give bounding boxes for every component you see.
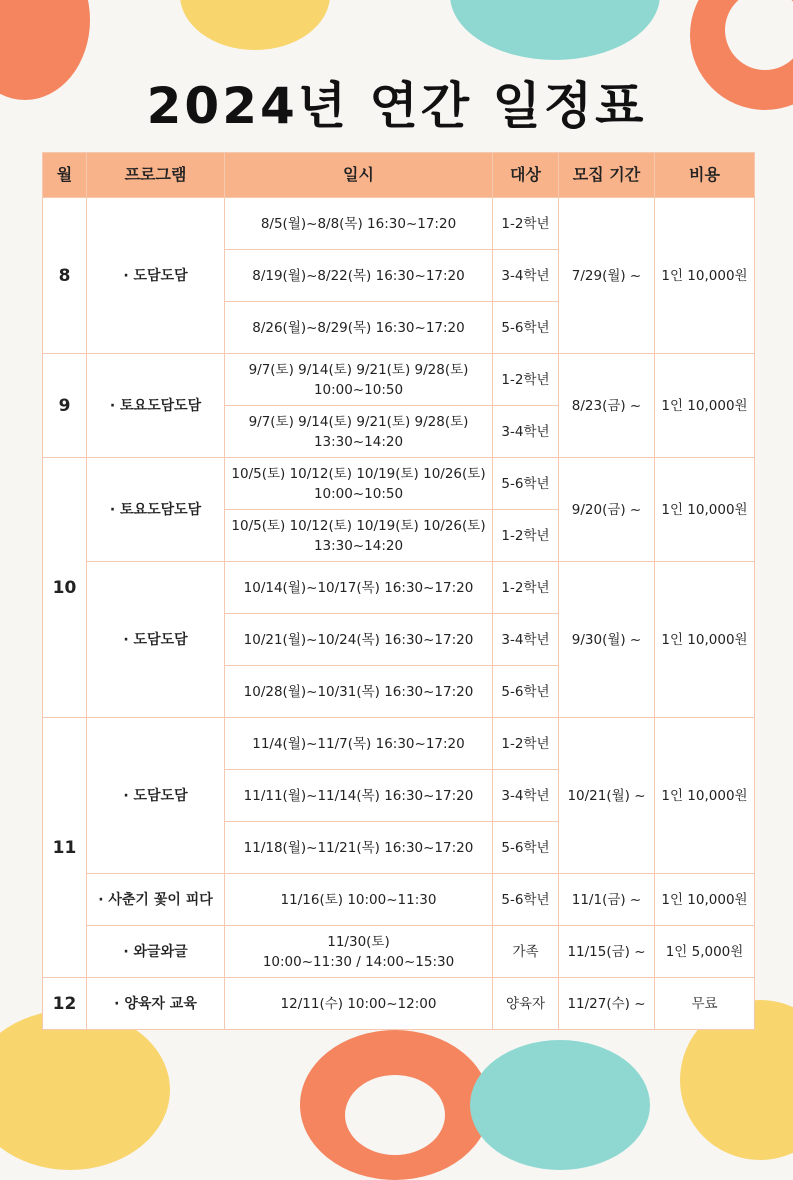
month-cell: 10 <box>43 458 87 718</box>
target-cell: 1-2학년 <box>493 198 559 250</box>
datetime-cell: 11/18(월)~11/21(목) 16:30~17:20 <box>225 822 493 874</box>
datetime-cell: 11/16(토) 10:00~11:30 <box>225 874 493 926</box>
cost-cell: 1인 10,000원 <box>655 718 755 874</box>
target-cell: 1-2학년 <box>493 718 559 770</box>
recruit-cell: 8/23(금) ~ <box>559 354 655 458</box>
datetime-dates: 9/7(토) 9/14(토) 9/21(토) 9/28(토) <box>248 361 469 378</box>
datetime-cell: 11/4(월)~11/7(목) 16:30~17:20 <box>225 718 493 770</box>
mint-blob-top <box>450 0 660 60</box>
target-cell: 5-6학년 <box>493 666 559 718</box>
coral-blob-bottom-mid-inner <box>345 1075 445 1155</box>
header-target: 대상 <box>493 153 559 198</box>
target-cell: 가족 <box>493 926 559 978</box>
recruit-cell: 10/21(월) ~ <box>559 718 655 874</box>
table-row <box>43 874 755 926</box>
recruit-cell: 9/30(월) ~ <box>559 562 655 718</box>
recruit-cell: 11/1(금) ~ <box>559 874 655 926</box>
program-cell: · 토요도담도담 <box>87 354 225 458</box>
cost-cell: 1인 10,000원 <box>655 354 755 458</box>
datetime-time: 13:30~14:20 <box>313 433 404 450</box>
datetime-cell: 10/28(월)~10/31(목) 16:30~17:20 <box>225 666 493 718</box>
program-cell: · 사춘기 꽃이 피다 <box>87 874 225 926</box>
target-cell: 양육자 <box>493 978 559 1030</box>
header-program: 프로그램 <box>87 153 225 198</box>
header-cost: 비용 <box>655 153 755 198</box>
target-cell: 3-4학년 <box>493 770 559 822</box>
datetime-cell <box>225 926 493 978</box>
datetime-cell <box>225 458 493 510</box>
header-datetime: 일시 <box>225 153 493 198</box>
program-cell: · 토요도담도담 <box>87 458 225 562</box>
target-cell: 1-2학년 <box>493 510 559 562</box>
cost-cell: 무료 <box>655 978 755 1030</box>
table-row <box>43 458 755 510</box>
cost-cell: 1인 10,000원 <box>655 562 755 718</box>
header-recruit: 모집 기간 <box>559 153 655 198</box>
cost-cell: 1인 5,000원 <box>655 926 755 978</box>
datetime-cell: 8/19(월)~8/22(목) 16:30~17:20 <box>225 250 493 302</box>
month-cell: 12 <box>43 978 87 1030</box>
recruit-cell: 7/29(월) ~ <box>559 198 655 354</box>
table-row <box>43 978 755 1030</box>
page-title: 2024년 연간 일정표 <box>146 77 647 135</box>
target-cell: 5-6학년 <box>493 874 559 926</box>
program-cell: · 도담도담 <box>87 562 225 718</box>
datetime-time: 10:00~10:50 <box>313 381 404 398</box>
datetime-cell: 8/26(월)~8/29(목) 16:30~17:20 <box>225 302 493 354</box>
datetime-time: 10:00~10:50 <box>313 485 404 502</box>
program-cell: · 양육자 교육 <box>87 978 225 1030</box>
target-cell: 1-2학년 <box>493 354 559 406</box>
datetime-cell <box>225 510 493 562</box>
datetime-cell: 11/11(월)~11/14(목) 16:30~17:20 <box>225 770 493 822</box>
program-cell: · 와글와글 <box>87 926 225 978</box>
yellow-blob-top <box>180 0 330 50</box>
datetime-cell <box>225 354 493 406</box>
yellow-blob-bottom-left <box>0 1010 170 1170</box>
recruit-cell: 11/27(수) ~ <box>559 978 655 1030</box>
recruit-cell: 9/20(금) ~ <box>559 458 655 562</box>
table-row <box>43 718 755 770</box>
cost-cell: 1인 10,000원 <box>655 198 755 354</box>
target-cell: 3-4학년 <box>493 614 559 666</box>
table-header-row <box>43 153 755 198</box>
cost-cell: 1인 10,000원 <box>655 458 755 562</box>
datetime-cell: 8/5(월)~8/8(목) 16:30~17:20 <box>225 198 493 250</box>
datetime-cell: 10/21(월)~10/24(목) 16:30~17:20 <box>225 614 493 666</box>
datetime-cell <box>225 406 493 458</box>
datetime-cell: 10/14(월)~10/17(목) 16:30~17:20 <box>225 562 493 614</box>
header-month: 월 <box>43 153 87 198</box>
table-row <box>43 562 755 614</box>
program-cell: · 도담도담 <box>87 718 225 874</box>
datetime-time: 13:30~14:20 <box>313 537 404 554</box>
target-cell: 3-4학년 <box>493 250 559 302</box>
mint-blob-bottom <box>470 1040 650 1170</box>
cost-cell: 1인 10,000원 <box>655 874 755 926</box>
schedule-table <box>42 152 755 1030</box>
target-cell: 5-6학년 <box>493 822 559 874</box>
datetime-time: 10:00~11:30 / 14:00~15:30 <box>262 953 455 970</box>
target-cell: 5-6학년 <box>493 302 559 354</box>
table-row <box>43 926 755 978</box>
target-cell: 5-6학년 <box>493 458 559 510</box>
datetime-dates: 9/7(토) 9/14(토) 9/21(토) 9/28(토) <box>248 413 469 430</box>
month-cell: 9 <box>43 354 87 458</box>
target-cell: 1-2학년 <box>493 562 559 614</box>
table-row <box>43 198 755 250</box>
datetime-dates: 10/5(토) 10/12(토) 10/19(토) 10/26(토) <box>231 465 486 482</box>
program-cell: · 도담도담 <box>87 198 225 354</box>
table-row <box>43 354 755 406</box>
month-cell: 8 <box>43 198 87 354</box>
month-cell: 11 <box>43 718 87 978</box>
target-cell: 3-4학년 <box>493 406 559 458</box>
recruit-cell: 11/15(금) ~ <box>559 926 655 978</box>
datetime-dates: 10/5(토) 10/12(토) 10/19(토) 10/26(토) <box>231 517 486 534</box>
datetime-dates: 11/30(토) <box>327 933 390 950</box>
datetime-cell: 12/11(수) 10:00~12:00 <box>225 978 493 1030</box>
